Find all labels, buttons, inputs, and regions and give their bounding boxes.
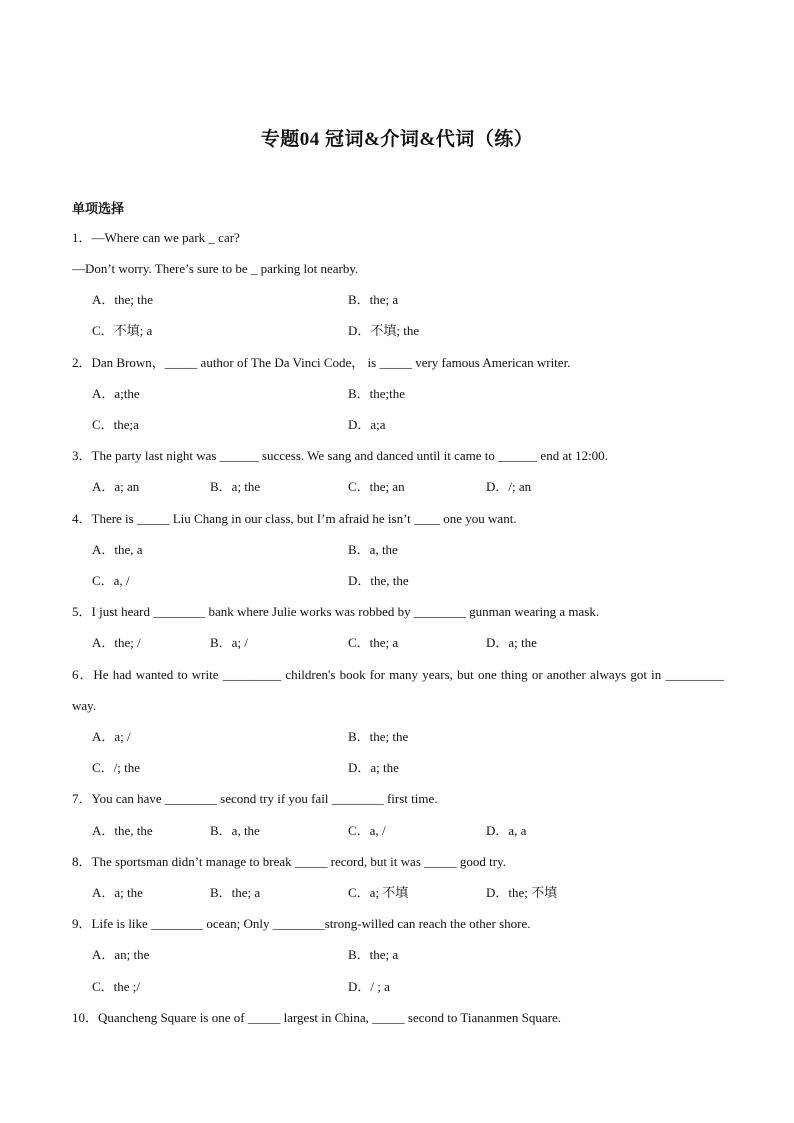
question-5-option-d: D．a; the <box>486 635 537 650</box>
question-5-stem: 5．I just heard ________ bank where Julie works was robbed by ________ gunman wearing a mask. <box>72 604 600 619</box>
question-4-option-a: A．the, a <box>92 542 143 557</box>
question-8-stem: 8．The sportsman didn’t manage to break _____ record, but it was _____ good try. <box>72 854 506 869</box>
question-9-option-d: D．/ ; a <box>348 979 390 994</box>
question-8-option-c: C．a; 不填 <box>348 885 409 900</box>
question-1-option-a: A．the; the <box>92 292 154 307</box>
question-1-option-b: B．the; a <box>348 292 399 307</box>
question-2-stem: 2．Dan Brown，_____ author of The Da Vinci Code， is _____ very famous American writer. <box>72 355 571 370</box>
question-3-option-c: C．the; an <box>348 479 405 494</box>
question-4-option-c: C．a, / <box>92 573 130 588</box>
page-title: 专题04 冠词&介词&代词（练） <box>260 129 534 150</box>
question-2-option-b: B．the;the <box>348 386 406 401</box>
question-7-option-d: D．a, a <box>486 823 527 838</box>
question-5-option-b: B．a; / <box>210 635 248 650</box>
question-9-option-b: B．the; a <box>348 947 399 962</box>
question-4-option-b: B．a, the <box>348 542 398 557</box>
question-2-option-d: D．a;a <box>348 417 386 432</box>
question-3-option-a: A．a; an <box>92 479 140 494</box>
question-6-option-c: C．/; the <box>92 760 141 775</box>
question-7-option-b: B．a, the <box>210 823 260 838</box>
question-1-stem-line-2: —Don’t worry. There’s sure to be _ parking lot nearby. <box>72 261 359 276</box>
question-3-option-d: D．/; an <box>486 479 532 494</box>
question-1-option-d: D．不填; the <box>348 323 420 338</box>
question-3-stem: 3．The party last night was ______ success. We sang and danced until it came to ______ end at 12:00. <box>72 448 608 463</box>
question-1-option-c: C．不填; a <box>92 323 153 338</box>
question-7-stem: 7．You can have ________ second try if you fail ________ first time. <box>72 791 438 806</box>
question-9-option-c: C．the ;/ <box>92 979 141 994</box>
question-5-option-c: C．the; a <box>348 635 399 650</box>
question-6-option-d: D．a; the <box>348 760 399 775</box>
question-4-option-d: D．the, the <box>348 573 409 588</box>
question-6-option-b: B．the; the <box>348 729 409 744</box>
question-10-stem: 10．Quancheng Square is one of _____ largest in China, _____ second to Tiananmen Square. <box>72 1010 561 1025</box>
question-8-option-d: D．the; 不填 <box>486 885 558 900</box>
question-7-option-a: A．the, the <box>92 823 153 838</box>
question-1-stem: 1．—Where can we park _ car? <box>72 230 240 245</box>
question-8-option-a: A．a; the <box>92 885 143 900</box>
question-6-option-a: A．a; / <box>92 729 131 744</box>
question-4-stem: 4．There is _____ Liu Chang in our class, but I’m afraid he isn’t ____ one you want. <box>72 511 517 526</box>
question-2-option-a: A．a;the <box>92 386 140 401</box>
question-9-stem: 9．Life is like ________ ocean; Only ________strong-willed can reach the other shore. <box>72 916 531 931</box>
question-8-option-b: B．the; a <box>210 885 261 900</box>
question-5-option-a: A．the; / <box>92 635 141 650</box>
question-3-option-b: B．a; the <box>210 479 261 494</box>
question-7-option-c: C．a, / <box>348 823 386 838</box>
section-heading: 单项选择 <box>72 201 125 216</box>
question-2-option-c: C．the;a <box>92 417 139 432</box>
question-6-stem: 6．He had wanted to write _________ children's book for many years, but one thing or another always got in _________ way. <box>72 667 724 713</box>
question-9-option-a: A．an; the <box>92 947 150 962</box>
